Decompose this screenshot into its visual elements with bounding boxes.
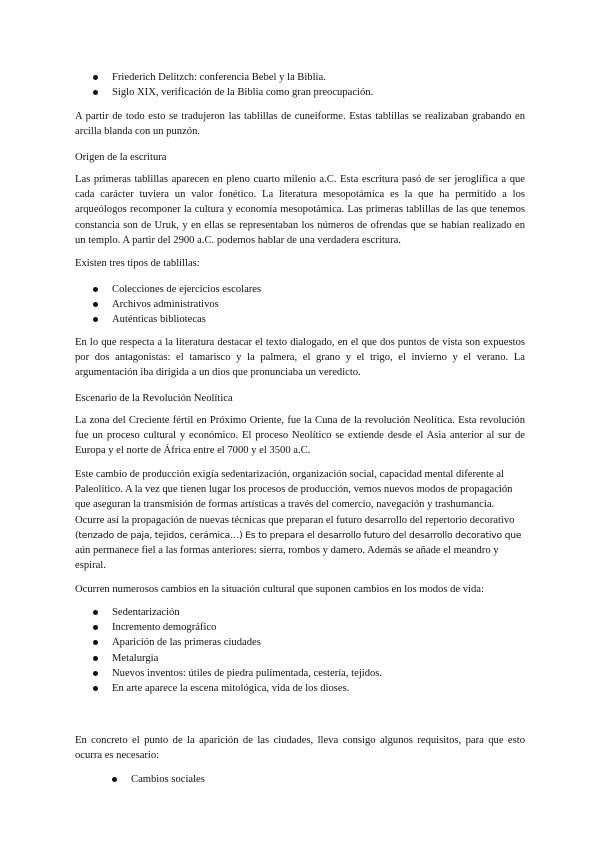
list-item: Metalurgia [93,651,382,666]
bullet-icon [93,317,98,322]
handwritten-style-line: (tenzado de paja, tejidos, cerámica…) Es to prepara el desarrollo futuro del desarrollo decorativo que [75,529,522,541]
cambios-bullet-list [93,605,382,696]
tipos-bullet-list [93,282,261,328]
paragraph-origen: Las primeras tablillas aparecen en pleno cuarto milenio a.C. Esta escritura pasó de ser jeroglífica a que cada carácter tuviera un valor fonético. La literatura mesopotámica es la que ha permitido a los arqueólogos recomponer la cultura y economía mesopotámica. Las primeras tablillas de las que tenemos constancia son de Uruk, y en ellas se representaban los números de ofrendas que se habían realizado en un templo. A partir del 2900 a.C. podemos hablar de una verdadera escritura. [75,174,525,246]
list-item: Cambios sociales [112,772,205,787]
paragraph-creciente-fertil: La zona del Creciente fértil en Próximo Oriente, fue la Cuna de la revolución Neolítica. Esta revolución fue un proceso cultural y económico. El proceso Neolítico se extiende desde el Asia anterior al sur de Europa y el norte de África entre el 7000 y el 3500 a.C. [75,415,525,457]
list-item: Siglo XIX, verificación de la Biblia como gran preocupación. [93,85,373,100]
paragraph-tablillas: A partir de todo esto se tradujeron las tablillas de cuneiforme. Estas tablillas se realizaban grabando en arcilla blanda con un punzón. [75,111,525,138]
bullet-icon [112,777,117,782]
list-item: Auténticas bibliotecas [93,312,261,327]
list-item: Nuevos inventos: útiles de piedra pulimentada, cestería, tejidos. [93,666,382,681]
bullet-icon [93,610,98,615]
bullet-icon [93,625,98,630]
heading-revolucion-neolitica: Escenario de la Revolución Neolítica [75,393,233,404]
list-item: Sedentarización [93,605,382,620]
top-bullet-list [93,70,373,100]
list-item: En arte aparece la escena mitológica, vida de los dioses. [93,681,382,696]
bullet-icon [93,75,98,80]
bullet-icon [93,287,98,292]
list-item: Colecciones de ejercicios escolares [93,282,261,297]
list-item: Aparición de las primeras ciudades [93,635,382,650]
paragraph-literatura: En lo que respecta a la literatura destacar el texto dialogado, en el que dos puntos de vista son expuestos por dos antagonistas: el tamarisco y la palmera, el grano y el trigo, el invierno y el verano. La argumentación iba dirigida a un dios que pronunciaba un veredicto. [75,337,525,379]
bullet-icon [93,671,98,676]
list-item: Archivos administrativos [93,297,261,312]
bullet-icon [93,90,98,95]
paragraph-aparicion-ciudades: En concreto el punto de la aparición de las ciudades, lleva consigo algunos requisitos, para que esto ocurra es necesario: [75,735,525,762]
final-bullet-list [112,772,205,787]
bullet-icon [93,656,98,661]
heading-origen-escritura: Origen de la escritura [75,152,167,163]
list-item: Incremento demográfico [93,620,382,635]
paragraph-ocurren-cambios: Ocurren numerosos cambios en la situación cultural que suponen cambios en los modos de vida: [75,584,484,595]
list-item: Friederich Delitzch: conferencia Bebel y la Biblia. [93,70,373,85]
bullet-icon [93,302,98,307]
paragraph-cambio-produccion: Este cambio de producción exigía sedentarización, organización social, capacidad mental diferente al Paleolítico. A la vez que tienen lugar los procesos de producción, vemos nuevos modos de propagación que aseguran la transmisión de formas artísticas a través del comercio, navegación y trashumancia. Ocurre así la propagación de nuevas técnicas que preparan el futuro desarrollo del repertorio decorativo (tenzado de paja, tejidos, cerámica…) Es to prepara el desarrollo futuro del desarrollo decorativo que aún permanece fiel a las formas anteriores: sierra, rombos y damero. Además se añade el meandro y espiral. [75,467,525,573]
paragraph-tipos-intro: Existen tres tipos de tablillas: [75,258,200,269]
bullet-icon [93,686,98,691]
bullet-icon [93,640,98,645]
